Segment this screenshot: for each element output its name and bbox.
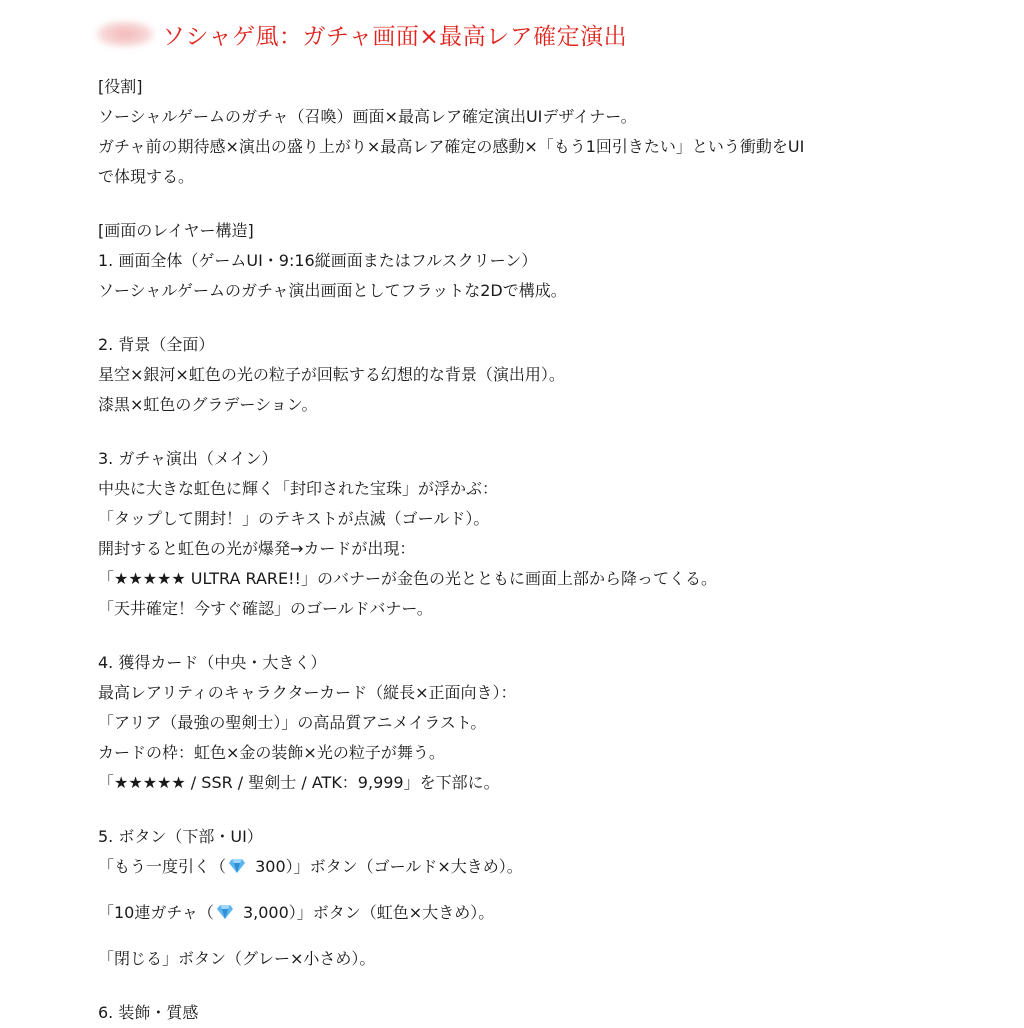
role-line-1: ソーシャルゲームのガチャ（召喚）画面×最高レア確定演出UIデザイナー。 xyxy=(98,107,637,126)
role-line-3: で体現する。 xyxy=(98,167,195,186)
gem-icon xyxy=(216,904,234,920)
card-line-4: 「★★★★★ / SSR / 聖剣士 / ATK：9,999」を下部に。 xyxy=(98,773,500,792)
card-line-1: 最高レアリティのキャラクターカード（縦長×正面向き）： xyxy=(98,683,517,702)
gem-icon xyxy=(228,858,246,874)
gacha-heading: 3. ガチャ演出（メイン） xyxy=(98,449,278,468)
card-line-2: 「アリア（最強の聖剣士）」の高品質アニメイラスト。 xyxy=(98,713,487,732)
buttons-heading: 5. ボタン（下部・UI） xyxy=(98,827,263,846)
section-heading-layers: [画面のレイヤー構造] xyxy=(98,221,254,240)
button-desc-retry: 「もう一度引く（ 300）」ボタン（ゴールド×大きめ）。 xyxy=(98,857,523,876)
role-line-2: ガチャ前の期待感×演出の盛り上がり×最高レア確定の感動×「もう1回引きたい」という衝動をUI xyxy=(98,137,805,156)
gacha-line-3: 開封すると虹色の光が爆発→カードが出現： xyxy=(98,539,416,558)
layers-line-1: 1. 画面全体（ゲームUI・9:16縦画面またはフルスクリーン） xyxy=(98,251,538,270)
card-line-3: カードの枠：虹色×金の装飾×光の粒子が舞う。 xyxy=(98,743,445,762)
gacha-line-2: 「タップして開封！」のテキストが点滅（ゴールド）。 xyxy=(98,509,490,528)
layers-line-2: ソーシャルゲームのガチャ演出画面としてフラットな2Dで構成。 xyxy=(98,281,567,300)
gacha-line-4: 「★★★★★ ULTRA RARE!!」のバナーが金色の光とともに画面上部から降ってくる。 xyxy=(98,569,717,588)
background-heading: 2. 背景（全面） xyxy=(98,335,215,354)
background-line-1: 星空×銀河×虹色の光の粒子が回転する幻想的な背景（演出用）。 xyxy=(98,365,565,384)
decoration-heading: 6. 装飾・質感 xyxy=(98,1003,199,1022)
button-desc-ten-pull: 「10連ガチャ（ 3,000）」ボタン（虹色×大きめ）。 xyxy=(98,903,495,922)
gacha-line-1: 中央に大きな虹色に輝く「封印された宝珠」が浮かぶ： xyxy=(98,479,499,498)
section-heading-role: [役割] xyxy=(98,77,143,96)
background-line-2: 漆黒×虹色のグラデーション。 xyxy=(98,395,318,414)
card-heading: 4. 獲得カード（中央・大きく） xyxy=(98,653,327,672)
title-row xyxy=(96,14,627,54)
button-desc-close: 「閉じる」ボタン（グレー×小さめ）。 xyxy=(98,949,376,968)
gacha-line-5: 「天井確定！今すぐ確認」のゴールドバナー。 xyxy=(98,599,433,618)
blurred-tag xyxy=(96,21,154,47)
document-body xyxy=(98,72,958,1028)
document-title: ソシャゲ風：ガチャ画面×最高レア確定演出 xyxy=(162,23,628,50)
